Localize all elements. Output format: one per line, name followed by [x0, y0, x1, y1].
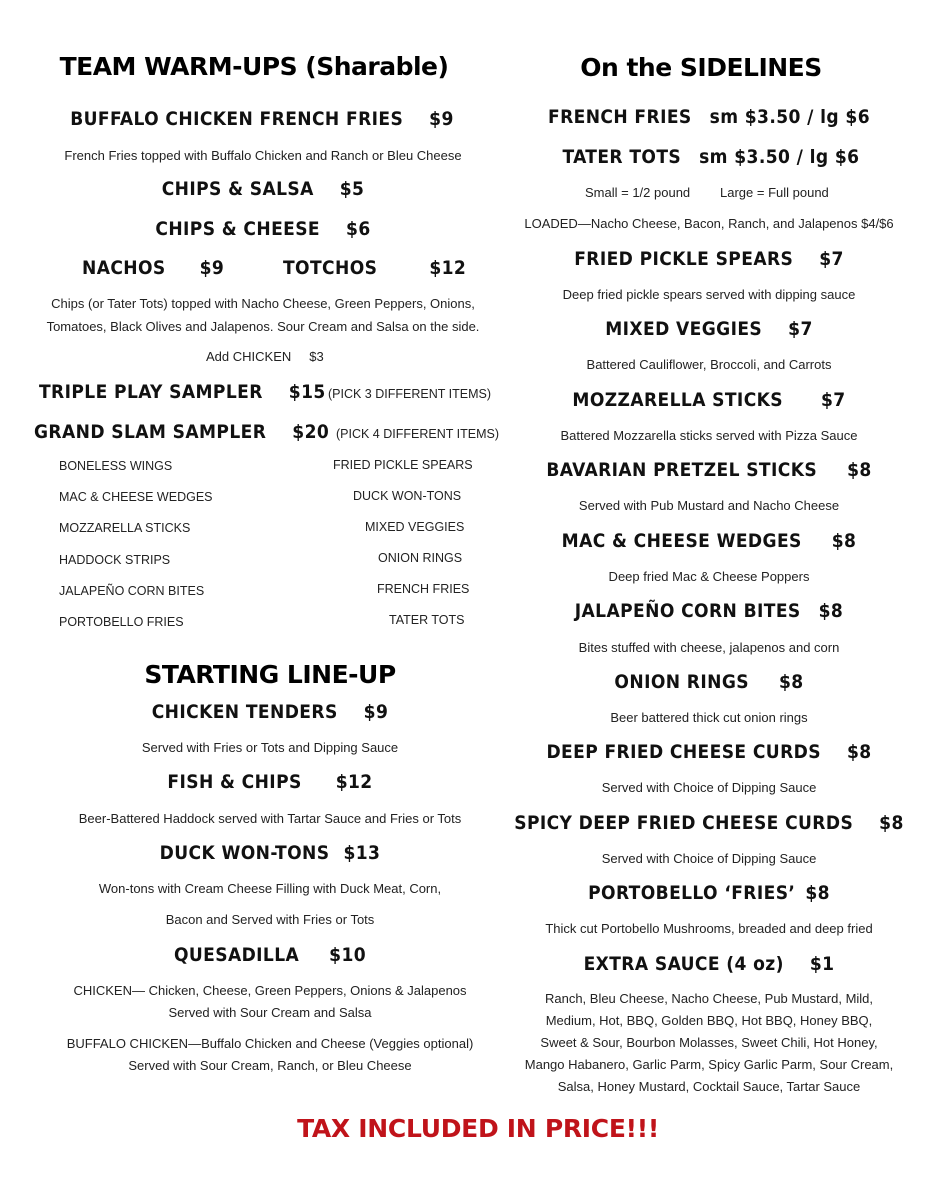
sauce-list-line: Sweet & Sour, Bourbon Molasses, Sweet Chili, Hot Honey, — [540, 1035, 878, 1050]
item-name: TATER TOTS — [562, 146, 682, 168]
item-name: MOZZARELLA STICKS — [572, 389, 784, 411]
sauce-list-line: Medium, Hot, BBQ, Golden BBQ, Hot BBQ, Honey BBQ, — [545, 1013, 873, 1028]
size-large: Large = Full pound — [720, 185, 829, 200]
item-name: SPICY DEEP FRIED CHEESE CURDS — [514, 812, 854, 834]
item-description: Battered Cauliflower, Broccoli, and Carrots — [586, 357, 832, 372]
sauce-list-line: Salsa, Honey Mustard, Cocktail Sauce, Tartar Sauce — [557, 1079, 861, 1094]
menu-item-chips-salsa — [162, 178, 365, 200]
item-price: sm $3.50 / lg $6 — [699, 146, 860, 168]
item-name: ONION RINGS — [614, 671, 749, 693]
item-description: Served with Choice of Dipping Sauce — [601, 851, 817, 866]
item-price: $8 — [879, 812, 904, 834]
menu-item-extra-sauce — [584, 953, 835, 975]
menu-item-totchos — [283, 257, 466, 279]
sampler-option: PORTOBELLO FRIES — [59, 615, 184, 629]
item-price: $7 — [821, 389, 846, 411]
item-name: CHIPS & SALSA — [161, 178, 314, 200]
sidelines-title: On the SIDELINES — [580, 53, 822, 82]
item-description: BUFFALO CHICKEN—Buffalo Chicken and Cheese (Veggies optional) — [66, 1036, 474, 1051]
item-price: $9 — [199, 257, 225, 279]
sampler-option: FRENCH FRIES — [377, 582, 470, 596]
sampler-option: MAC & CHEESE WEDGES — [59, 490, 213, 504]
item-description: Served with Sour Cream and Salsa — [168, 1005, 372, 1020]
item-description: Beer battered thick cut onion rings — [610, 710, 808, 725]
menu-item-corn-bites — [575, 600, 843, 622]
item-name: DUCK WON-TONS — [159, 842, 330, 864]
sampler-option: DUCK WON-TONS — [353, 489, 462, 503]
sampler-option: BONELESS WINGS — [59, 459, 173, 473]
item-description: Thick cut Portobello Mushrooms, breaded and deep fried — [545, 921, 873, 936]
item-price: $7 — [788, 318, 813, 340]
item-description: French Fries topped with Buffalo Chicken and Ranch or Bleu Cheese — [64, 148, 462, 163]
menu-item-chips-cheese — [155, 218, 370, 240]
item-name: NACHOS — [82, 257, 166, 279]
item-price: $1 — [809, 953, 835, 975]
sauce-list-line: Ranch, Bleu Cheese, Nacho Cheese, Pub Mustard, Mild, — [544, 991, 874, 1006]
menu-item-triple-play — [39, 381, 326, 403]
item-price: $9 — [429, 108, 454, 130]
item-name: EXTRA SAUCE (4 oz) — [583, 953, 784, 975]
menu-item-chicken-tenders — [152, 701, 389, 723]
item-name: BAVARIAN PRETZEL STICKS — [546, 459, 818, 481]
item-price: $9 — [363, 701, 389, 723]
item-price: $7 — [819, 248, 844, 270]
menu-item-mozzarella-sticks — [572, 389, 845, 411]
sampler-note: (PICK 4 DIFFERENT ITEMS) — [336, 427, 499, 441]
menu-item-fish-chips — [167, 771, 372, 793]
item-price: $5 — [339, 178, 365, 200]
item-name: CHICKEN TENDERS — [151, 701, 338, 723]
item-price: $8 — [778, 671, 804, 693]
item-name: GRAND SLAM SAMPLER — [34, 421, 267, 443]
item-price: $8 — [818, 600, 844, 622]
item-price: $20 — [292, 421, 330, 443]
menu-item-duck-won-tons — [160, 842, 381, 864]
item-name: MIXED VEGGIES — [605, 318, 763, 340]
item-price: sm $3.50 / lg $6 — [709, 106, 870, 128]
sampler-note: (PICK 3 DIFFERENT ITEMS) — [328, 387, 491, 401]
item-price: $12 — [429, 257, 467, 279]
menu-item-portobello-fries — [588, 882, 830, 904]
warmups-title: TEAM WARM-UPS (Sharable) — [59, 52, 449, 81]
item-price: $15 — [288, 381, 326, 403]
sampler-option: JALAPEÑO CORN BITES — [59, 584, 205, 598]
item-name: TRIPLE PLAY SAMPLER — [39, 381, 263, 403]
item-description: Deep fried pickle spears served with dipping sauce — [562, 287, 856, 302]
item-price: $8 — [831, 530, 857, 552]
item-price: $8 — [847, 459, 872, 481]
sampler-option: FRIED PICKLE SPEARS — [333, 458, 473, 472]
sauce-list-line: Mango Habanero, Garlic Parm, Spicy Garlic Parm, Sour Cream, — [524, 1057, 894, 1072]
menu-item-mixed-veggies — [605, 318, 812, 340]
tax-notice: TAX INCLUDED IN PRICE!!! — [297, 1114, 659, 1143]
menu-item-quesadilla — [174, 944, 366, 966]
item-description: Served with Choice of Dipping Sauce — [601, 780, 817, 795]
item-name: CHIPS & CHEESE — [155, 218, 321, 240]
menu-item-grand-slam — [34, 421, 329, 443]
sampler-option: ONION RINGS — [378, 551, 463, 565]
menu-item-pretzel-sticks — [546, 459, 871, 481]
item-name: QUESADILLA — [173, 944, 300, 966]
sampler-option: HADDOCK STRIPS — [59, 553, 171, 567]
item-description: Won-tons with Cream Cheese Filling with Duck Meat, Corn, — [98, 881, 442, 896]
item-name: MAC & CHEESE WEDGES — [561, 530, 802, 552]
item-description: Served with Sour Cream, Ranch, or Bleu Cheese — [128, 1058, 412, 1073]
add-chicken-label: Add CHICKEN — [206, 349, 292, 364]
menu-item-spicy-cheese-curds — [514, 812, 904, 834]
menu-item-french-fries — [548, 106, 870, 128]
item-price: $8 — [805, 882, 830, 904]
item-description: Battered Mozzarella sticks served with Pizza Sauce — [560, 428, 858, 443]
item-name: TOTCHOS — [283, 257, 378, 279]
item-price: $12 — [335, 771, 373, 793]
item-description: Bites stuffed with cheese, jalapenos and corn — [578, 640, 840, 655]
item-price: $13 — [343, 842, 381, 864]
item-description: CHICKEN— Chicken, Cheese, Green Peppers, Onions & Jalapenos — [73, 983, 467, 998]
sampler-option: MIXED VEGGIES — [365, 520, 465, 534]
item-description: Chips (or Tater Tots) topped with Nacho Cheese, Green Peppers, Onions, — [51, 296, 475, 311]
menu-item-mac-cheese-wedges — [562, 530, 857, 552]
item-description: Served with Fries or Tots and Dipping Sauce — [141, 740, 399, 755]
menu-item-nachos — [82, 257, 224, 279]
size-small: Small = 1/2 pound — [585, 185, 691, 200]
item-name: FRIED PICKLE SPEARS — [574, 248, 794, 270]
item-price: $10 — [329, 944, 367, 966]
item-description: Tomatoes, Black Olives and Jalapenos. Sour Cream and Salsa on the side. — [46, 319, 480, 334]
item-name: PORTOBELLO ‘FRIES’ — [588, 882, 796, 904]
item-description: Served with Pub Mustard and Nacho Cheese — [578, 498, 840, 513]
lineup-title: STARTING LINE-UP — [144, 660, 396, 689]
menu-item-cheese-curds — [546, 741, 871, 763]
item-description: Bacon and Served with Fries or Tots — [165, 912, 375, 927]
item-price: $6 — [346, 218, 371, 240]
menu-item-pickle-spears — [574, 248, 844, 270]
loaded-option: LOADED—Nacho Cheese, Bacon, Ranch, and Jalapenos $4/$6 — [524, 216, 894, 231]
menu-item-onion-rings — [614, 671, 803, 693]
item-description: Deep fried Mac & Cheese Poppers — [608, 569, 810, 584]
sampler-option: MOZZARELLA STICKS — [59, 521, 191, 535]
add-chicken — [206, 349, 324, 364]
menu-item-tater-tots — [563, 146, 860, 168]
item-name: DEEP FRIED CHEESE CURDS — [546, 741, 821, 763]
item-name: FISH & CHIPS — [167, 771, 302, 793]
item-name: FRENCH FRIES — [548, 106, 692, 128]
item-description: Beer-Battered Haddock served with Tartar Sauce and Fries or Tots — [78, 811, 462, 826]
sampler-option: TATER TOTS — [389, 613, 465, 627]
item-name: JALAPEÑO CORN BITES — [574, 600, 801, 622]
item-name: BUFFALO CHICKEN FRENCH FRIES — [70, 108, 404, 130]
item-price: $8 — [846, 741, 872, 763]
add-chicken-price: $3 — [309, 349, 324, 364]
menu-item-buffalo-fries — [70, 108, 454, 130]
